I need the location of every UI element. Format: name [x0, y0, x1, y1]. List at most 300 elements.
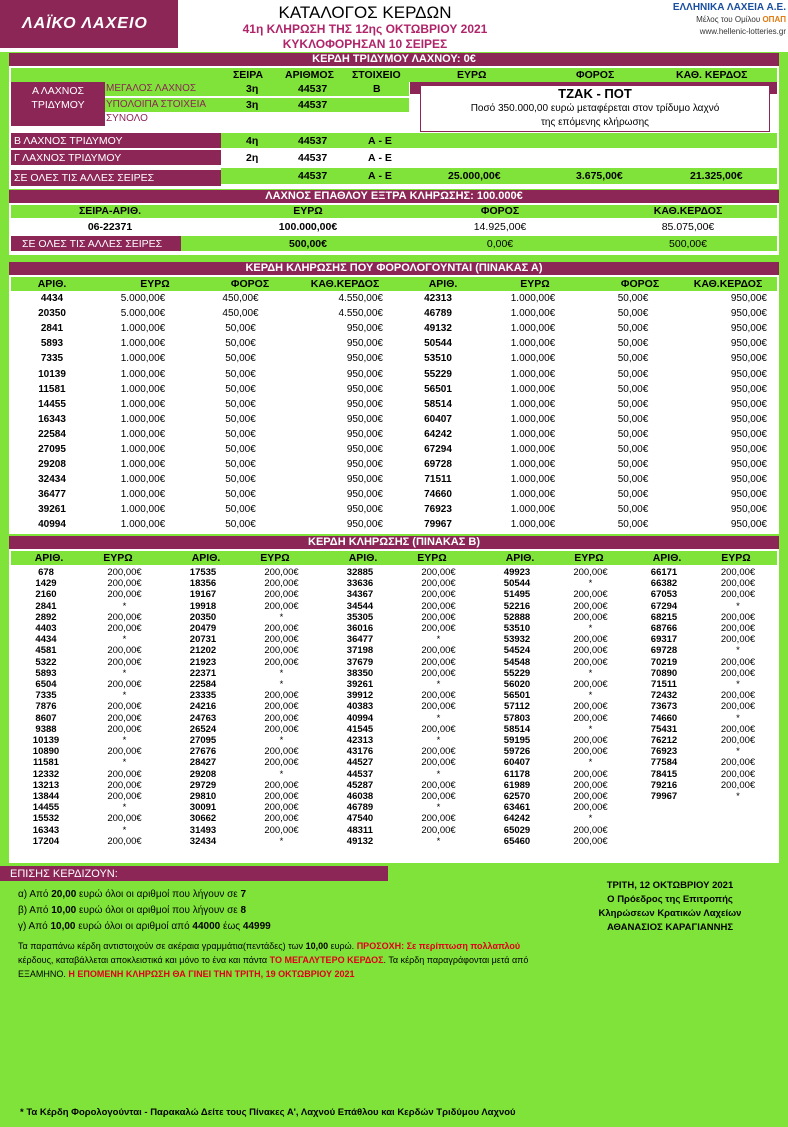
table-b-row	[168, 645, 325, 656]
table-b-num: 30662	[189, 813, 217, 825]
table-b-num: 65460	[503, 835, 531, 847]
table-b-num: 21923	[189, 656, 217, 668]
col-tax: ΦΟΡΟΣ	[576, 69, 615, 81]
table-b-euro: *	[436, 634, 441, 646]
table-b-euro: 200,00€	[264, 746, 299, 758]
table-b-row	[325, 612, 482, 623]
table-a-cell: 1.000,00€	[510, 368, 556, 380]
table-b-num: 58514	[503, 723, 531, 735]
table-b-euro: 200,00€	[421, 690, 456, 702]
a-label-line1: Α ΛΑΧΝΟΣ	[31, 85, 85, 97]
table-a-col-1: ΑΡΙΘ.	[37, 278, 67, 290]
table-b-row	[482, 612, 629, 623]
table-b-euro: 200,00€	[720, 578, 756, 590]
table-b-num: 61178	[504, 768, 530, 780]
table-b-euro: 200,00€	[421, 824, 456, 836]
table-a-cell: 50,00€	[225, 489, 256, 501]
table-b-euro: 200,00€	[264, 779, 299, 791]
table-a-cell: 1.000,00€	[510, 338, 556, 350]
table-b-row	[168, 724, 325, 735]
table-a-cell: 50,00€	[225, 368, 256, 380]
table-b-euro: 200,00€	[421, 623, 456, 635]
header	[0, 0, 788, 52]
table-b-num: 51495	[503, 589, 531, 601]
table-b-euro: 200,00€	[264, 723, 299, 735]
table-b-euro: 200,00€	[107, 701, 142, 713]
table-b-euro: 200,00€	[573, 600, 608, 612]
all-tax: 3.675,00€	[576, 170, 623, 182]
table-b-euro: 200,00€	[573, 589, 608, 601]
table-a-row	[11, 487, 777, 502]
table-b-row	[168, 578, 325, 589]
table-a-cell: 1.000,00€	[510, 519, 556, 531]
table-b-euro: 200,00€	[573, 746, 608, 758]
table-a-row	[11, 442, 777, 457]
table-b-euro: *	[122, 667, 127, 679]
table-a-cell: 1.000,00€	[510, 489, 556, 501]
table-a-cell: 950,00€	[346, 428, 383, 440]
table-b-num: 13844	[32, 791, 60, 803]
table-b-row	[325, 623, 482, 634]
table-b-num: 28427	[189, 757, 217, 769]
table-a-cell: 29208	[38, 459, 66, 471]
table-b-row	[629, 634, 777, 645]
b-stoixeio: Α - Ε	[368, 135, 392, 147]
table-a-row	[11, 382, 777, 397]
table-b-column-group	[629, 567, 777, 802]
col-stoixeio: ΣΤΟΙΧΕΙΟ	[352, 69, 401, 81]
table-b-euro: 200,00€	[107, 779, 142, 791]
table-b-row	[325, 634, 482, 645]
table-b-euro: 200,00€	[107, 578, 142, 590]
table-b-num: 41545	[346, 723, 374, 735]
table-b-euro: 200,00€	[264, 567, 299, 578]
table-a-cell: 74660	[424, 489, 452, 501]
table-b-row	[482, 578, 629, 589]
table-b-col-num: ΑΡΙΘ.	[652, 552, 682, 564]
table-b-euro: *	[279, 735, 284, 747]
table-b-num: 73673	[650, 701, 678, 713]
table-b-num: 19918	[189, 600, 217, 612]
table-b-row	[629, 578, 777, 589]
table-a-cell: 950,00€	[346, 519, 383, 531]
table-a-cell: 950,00€	[730, 323, 767, 335]
table-a-cell: 36477	[38, 489, 66, 501]
table-b-num: 6504	[35, 679, 57, 691]
table-a-cell: 5.000,00€	[120, 293, 166, 305]
table-b-row	[11, 713, 168, 724]
table-b-row	[482, 813, 629, 824]
table-a-cell: 50,00€	[225, 338, 256, 350]
table-b-euro: 200,00€	[720, 634, 756, 646]
table-b-row	[629, 657, 777, 668]
table-b-euro: 200,00€	[264, 824, 299, 836]
also-win-title: ΕΠΙΣΗΣ ΚΕΡΔΙΖΟΥΝ:	[10, 868, 118, 880]
table-b-euro: 200,00€	[264, 690, 299, 702]
table-b-num: 15532	[32, 813, 60, 825]
table-b-row	[11, 612, 168, 623]
table-a-cell: 950,00€	[346, 474, 383, 486]
table-b-num: 36477	[346, 634, 374, 646]
table-b-euro: *	[122, 735, 127, 747]
table-b-num: 75431	[650, 723, 678, 735]
table-b-euro: *	[122, 690, 127, 702]
extra-all-net: 500,00€	[669, 238, 707, 250]
table-a-cell: 1.000,00€	[120, 338, 166, 350]
table-b-row	[325, 825, 482, 836]
table-a-cell: 50,00€	[617, 459, 649, 471]
table-b-euro: 200,00€	[107, 712, 142, 724]
table-b-euro: 200,00€	[573, 701, 608, 713]
table-b-title: ΚΕΡΔΗ ΚΛΗΡΩΣΗΣ (ΠΙΝΑΚΑΣ Β)	[9, 536, 779, 549]
table-b-num: 2892	[35, 611, 57, 623]
a-row-1-seira: 3η	[246, 83, 259, 95]
table-b-euro: 200,00€	[720, 667, 756, 679]
table-a-cell: 64242	[424, 428, 452, 440]
table-b-row	[168, 769, 325, 780]
table-b-num: 36016	[346, 623, 374, 635]
table-b-row	[482, 690, 629, 701]
table-b-row	[482, 634, 629, 645]
table-a-row	[11, 457, 777, 472]
table-a-cell: 46789	[424, 308, 452, 320]
table-b-row	[629, 601, 777, 612]
page-title: ΚΑΤΑΛΟΓΟΣ ΚΕΡΔΩΝ	[278, 3, 452, 22]
table-b-euro: *	[436, 768, 441, 780]
table-b-row	[11, 623, 168, 634]
table-b-num: 42313	[346, 735, 374, 747]
table-b-euro: 200,00€	[421, 578, 456, 590]
table-b-row	[168, 567, 325, 578]
table-b-euro: *	[122, 634, 127, 646]
table-b-row	[325, 713, 482, 724]
table-b-euro: 200,00€	[264, 623, 299, 635]
table-a-cell: 40994	[38, 519, 66, 531]
table-b-row	[482, 757, 629, 768]
table-b-num: 14455	[32, 802, 60, 814]
signature-date: ΤΡΙΤΗ, 12 ΟΚΤΩΒΡΙΟΥ 2021	[606, 880, 734, 891]
table-b-row	[629, 791, 777, 802]
table-b-row	[11, 567, 168, 578]
all-net: 21.325,00€	[690, 170, 743, 182]
extra-col-net: ΚΑΘ.ΚΕΡΔΟΣ	[653, 205, 723, 217]
table-b-num: 7876	[35, 701, 57, 713]
table-b-row	[11, 836, 168, 847]
table-b-euro: *	[588, 757, 593, 769]
table-a-cell: 950,00€	[730, 353, 767, 365]
table-b-row	[482, 791, 629, 802]
table-b-row	[168, 802, 325, 813]
table-b-euro: *	[588, 667, 593, 679]
table-b-row	[482, 724, 629, 735]
table-b-row	[11, 757, 168, 768]
table-b-col-euro: ΕΥΡΩ	[574, 552, 604, 564]
table-b-col-num: ΑΡΙΘ.	[348, 552, 378, 564]
table-a-cell: 50,00€	[617, 308, 649, 320]
table-b-num: 34367	[346, 589, 374, 601]
table-b-num: 63461	[503, 802, 531, 814]
table-b-num: 49132	[346, 835, 374, 847]
table-a-cell: 1.000,00€	[510, 459, 556, 471]
table-b-euro: 200,00€	[573, 567, 608, 578]
table-b-euro: *	[588, 578, 593, 590]
table-b-row	[11, 813, 168, 824]
table-a-cell: 50,00€	[617, 504, 649, 516]
table-b-num: 56501	[503, 690, 531, 702]
table-b-num: 70219	[650, 656, 678, 668]
table-b-num: 76923	[650, 746, 678, 758]
table-a-cell: 76923	[424, 504, 452, 516]
table-b-row	[168, 690, 325, 701]
table-a-cell: 1.000,00€	[510, 413, 556, 425]
table-b-num: 44537	[346, 768, 374, 780]
a-label-line2: ΤΡΙΔΥΜΟΥ	[31, 99, 85, 111]
extra-all-label: ΣΕ ΟΛΕΣ ΤΙΣ ΑΛΛΕΣ ΣΕΙΡΕΣ	[22, 238, 163, 250]
table-b-row	[482, 645, 629, 656]
table-b-euro: *	[122, 824, 127, 836]
table-b-column-group	[325, 567, 482, 847]
table-b-euro: 200,00€	[264, 712, 299, 724]
table-b-num: 44527	[346, 757, 374, 769]
table-b-euro: 200,00€	[264, 656, 299, 668]
table-b-euro: 200,00€	[421, 600, 456, 612]
table-b-num: 33636	[346, 578, 374, 590]
table-b-num: 50544	[503, 578, 531, 590]
table-b-row	[482, 701, 629, 712]
table-b-euro: 200,00€	[264, 578, 299, 590]
table-a-cell: 1.000,00€	[120, 489, 166, 501]
col-seira: ΣΕΙΡΑ	[233, 69, 264, 81]
table-a-cell: 50,00€	[617, 428, 649, 440]
table-b-euro: 200,00€	[421, 723, 456, 735]
table-a-cell: 50,00€	[225, 474, 256, 486]
table-b-col-euro: ΕΥΡΩ	[721, 552, 751, 564]
extra-col-tax: ΦΟΡΟΣ	[480, 205, 520, 217]
table-b-num: 29208	[189, 768, 217, 780]
table-a-cell: 1.000,00€	[510, 323, 556, 335]
table-a-cell: 1.000,00€	[120, 428, 166, 440]
table-b-euro: 200,00€	[720, 690, 756, 702]
table-b-row	[482, 668, 629, 679]
table-a-row	[11, 472, 777, 487]
table-b-euro: *	[736, 645, 740, 657]
table-b-row	[482, 679, 629, 690]
table-b-row	[482, 825, 629, 836]
table-b-num: 53510	[503, 623, 531, 635]
table-b-num: 61989	[503, 779, 531, 791]
table-b-euro: 200,00€	[107, 746, 142, 758]
table-b-euro: 200,00€	[421, 667, 456, 679]
table-b-row	[482, 567, 629, 578]
table-b-num: 37198	[346, 645, 374, 657]
table-b-euro: 200,00€	[573, 791, 608, 803]
table-a-col-3: ΦΟΡΟΣ	[230, 278, 270, 290]
table-b-num: 40383	[346, 701, 374, 713]
table-b-num: 678	[38, 567, 54, 578]
table-b-row	[325, 780, 482, 791]
table-b-row	[325, 757, 482, 768]
table-b-row	[168, 813, 325, 824]
table-a-cell: 16343	[38, 413, 66, 425]
table-b-euro: 200,00€	[107, 768, 142, 780]
table-b-row	[482, 746, 629, 757]
table-b-row	[325, 567, 482, 578]
table-b-row	[168, 589, 325, 600]
table-b-row	[629, 589, 777, 600]
table-b-euro: *	[122, 600, 127, 612]
table-b-num: 24216	[189, 701, 217, 713]
table-b-euro: *	[279, 611, 284, 623]
table-b-num: 59195	[503, 735, 531, 747]
table-a-cell: 1.000,00€	[120, 323, 166, 335]
table-b-row	[482, 780, 629, 791]
table-b-euro: 200,00€	[720, 735, 756, 747]
table-b-euro: 200,00€	[720, 701, 756, 713]
rule-a: α) Από 20,00 ευρώ όλοι οι αριθμοί που λήγουν σε 7	[18, 889, 247, 900]
table-b-num: 16343	[32, 824, 60, 836]
table-b-row	[325, 735, 482, 746]
table-b-num: 69317	[650, 634, 678, 646]
table-b-num: 31493	[189, 824, 217, 836]
table-a-title: ΚΕΡΔΗ ΚΛΗΡΩΣΗΣ ΠΟΥ ΦΟΡΟΛΟΓΟΥΝΤΑΙ (ΠΙΝΑΚΑΣ Α)	[9, 262, 779, 275]
table-b-euro: *	[436, 735, 441, 747]
table-b-num: 17204	[32, 835, 60, 847]
table-a-cell: 1.000,00€	[510, 428, 556, 440]
table-a-col-6: ΕΥΡΩ	[520, 278, 550, 290]
table-b-row	[168, 679, 325, 690]
extra-winning-number: 06-22371	[87, 221, 133, 233]
table-a-cell: 1.000,00€	[120, 368, 166, 380]
table-a-cell: 950,00€	[346, 489, 383, 501]
table-b-row	[168, 757, 325, 768]
series-count: ΚΥΚΛΟΦΟΡΗΣΑΝ 10 ΣΕΙΡΕΣ	[282, 37, 448, 51]
table-b-row	[325, 589, 482, 600]
table-b-num: 13213	[32, 779, 60, 791]
table-b-num: 2160	[35, 589, 57, 601]
table-b-euro: *	[279, 667, 284, 679]
table-b-row	[11, 724, 168, 735]
table-b-col-euro: ΕΥΡΩ	[417, 552, 447, 564]
table-b-euro: *	[122, 802, 127, 814]
table-b-row	[11, 735, 168, 746]
table-b-row	[168, 791, 325, 802]
g-num: 44537	[298, 152, 328, 164]
table-a-cell: 60407	[424, 413, 452, 425]
table-a-cell: 50,00€	[225, 504, 256, 516]
table-a-cell: 1.000,00€	[120, 519, 166, 531]
table-b-row	[11, 679, 168, 690]
rule-c: γ) Από 10,00 ευρώ όλοι οι αριθμοί από 44000 έως 44999	[18, 921, 271, 932]
table-b-row	[11, 578, 168, 589]
table-a-cell: 950,00€	[730, 413, 767, 425]
table-a-cell: 1.000,00€	[510, 474, 556, 486]
table-a-cell: 50,00€	[225, 353, 256, 365]
table-b-euro: 200,00€	[720, 768, 756, 780]
table-b-euro: 200,00€	[720, 623, 756, 635]
table-a-col-2: ΕΥΡΩ	[140, 278, 170, 290]
table-b-row	[325, 724, 482, 735]
extra-all-tax: 0,00€	[486, 238, 514, 250]
table-b-col-num: ΑΡΙΘ.	[34, 552, 64, 564]
table-b-row	[629, 612, 777, 623]
table-b-num: 20350	[189, 611, 217, 623]
table-b-num: 35305	[346, 611, 374, 623]
table-b-col-euro: ΕΥΡΩ	[103, 552, 133, 564]
table-b-euro: 200,00€	[573, 645, 608, 657]
table-a-cell: 950,00€	[346, 504, 383, 516]
table-b-row	[629, 769, 777, 780]
table-b-num: 69728	[650, 645, 678, 657]
table-b-row	[11, 791, 168, 802]
table-b-num: 70890	[650, 667, 678, 679]
table-b-euro: 200,00€	[573, 735, 608, 747]
table-b-row	[11, 769, 168, 780]
table-a-cell: 7335	[40, 353, 64, 365]
table-a-row	[11, 412, 777, 427]
table-b-column-group	[11, 567, 168, 847]
table-b-row	[168, 780, 325, 791]
table-b-num: 12332	[32, 768, 60, 780]
table-b-row	[168, 623, 325, 634]
table-a-cell: 950,00€	[730, 443, 767, 455]
table-b-num: 64242	[503, 813, 531, 825]
table-b-num: 1429	[35, 578, 57, 590]
laiko-laxeio-logo: ΛΑΪΚΟ ΛΑΧΕΙΟ	[0, 0, 178, 48]
table-a-cell: 950,00€	[346, 368, 383, 380]
table-b-euro: *	[436, 712, 441, 724]
table-b-row	[325, 701, 482, 712]
table-a-cell: 11581	[38, 383, 66, 395]
table-b-num: 46038	[346, 791, 374, 803]
table-b-euro: 200,00€	[573, 634, 608, 646]
table-b-col-num: ΑΡΙΘ.	[505, 552, 535, 564]
table-b-row	[11, 657, 168, 668]
table-b-row	[325, 657, 482, 668]
table-b-row	[325, 836, 482, 847]
table-b-euro: 200,00€	[720, 723, 756, 735]
table-b-euro: 200,00€	[421, 645, 456, 657]
col-arithmos: ΑΡΙΘΜΟΣ	[285, 69, 334, 81]
table-a-cell: 950,00€	[346, 398, 383, 410]
table-b-euro: 200,00€	[421, 813, 456, 825]
table-b-euro: 200,00€	[720, 656, 756, 668]
table-a-cell: 450,00€	[222, 293, 259, 305]
table-b-euro: 200,00€	[107, 611, 142, 623]
table-b-euro: 200,00€	[264, 645, 299, 657]
extra-euro: 100.000,00€	[278, 221, 338, 233]
table-b-row	[325, 769, 482, 780]
table-a-cell: 55229	[424, 368, 452, 380]
table-b-num: 38350	[346, 667, 374, 679]
table-b-num: 56020	[503, 679, 531, 691]
table-b-euro: 200,00€	[107, 589, 142, 601]
table-b-num: 67053	[650, 589, 678, 601]
extra-col-euro: ΕΥΡΩ	[293, 205, 323, 217]
table-b-num: 18356	[189, 578, 217, 590]
table-a-cell: 450,00€	[222, 308, 259, 320]
table-b-column-group	[482, 567, 629, 847]
table-b-num: 34544	[346, 600, 374, 612]
table-a-cell: 27095	[38, 443, 66, 455]
table-b-num: 72432	[650, 690, 678, 702]
table-a-cell: 950,00€	[730, 489, 767, 501]
table-a-cell: 20350	[38, 308, 66, 320]
table-b-euro: 200,00€	[107, 567, 142, 578]
table-b-num: 78415	[650, 768, 678, 780]
table-b-num: 39912	[346, 690, 374, 702]
table-a-cell: 950,00€	[730, 519, 767, 531]
table-b-row	[482, 802, 629, 813]
